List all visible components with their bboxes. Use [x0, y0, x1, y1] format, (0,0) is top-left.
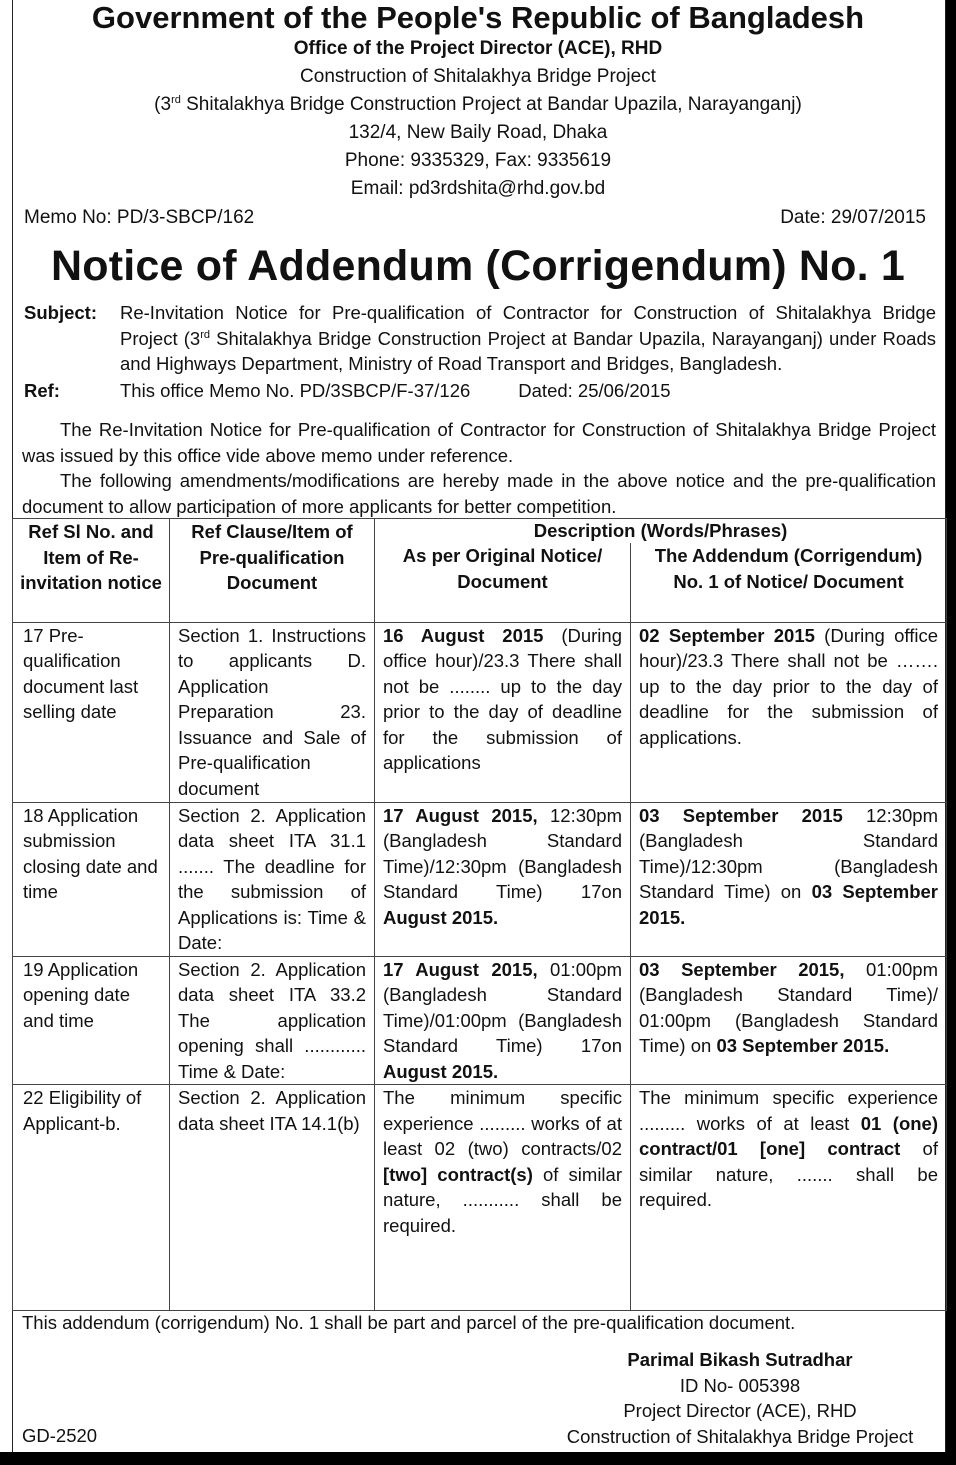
body-paragraph-2: The following amendments/modifications are hereby made in the above notice and the pre-qualification document to allow participation of more applicants for better competition. [22, 470, 936, 517]
footer-note: This addendum (corrigendum) No. 1 shall be part and parcel of the pre-qualification document. [22, 1312, 796, 1333]
row-clause: Section 2. Application data sheet ITA 14.1(b) [170, 1085, 375, 1311]
signatory-name: Parimal Bikash Sutradhar [627, 1349, 853, 1370]
office-address: 132/4, New Baily Road, Dhaka [348, 122, 608, 143]
amendment-table [12, 518, 947, 1311]
row-ref: 18 Application submission closing date and time [13, 802, 170, 956]
row-original: 17 August 2015, 12:30pm (Bangladesh Standard Time)/12:30pm (Bangladesh Standard Time) 17on August 2015. [375, 802, 631, 956]
row-ref: 17 Pre-qualification document last selling date [13, 622, 170, 802]
body-paragraph-1: The Re-Invitation Notice for Pre-qualification of Contractor for Construction of Shitalakhya Bridge Project was issued by this office vide above memo under reference. [22, 419, 936, 466]
signatory-id: ID No- 005398 [679, 1374, 801, 1396]
signatory-project: Construction of Shitalakhya Bridge Project [566, 1425, 914, 1447]
row-clause: Section 2. Application data sheet ITA 31.1 ....... The deadline for the submission of Applications is: Time & Date: [170, 802, 375, 956]
office-email: Email: pd3rdshita@rhd.gov.bd [350, 178, 606, 199]
notice-title: Notice of Addendum (Corrigendum) No. 1 [50, 242, 906, 290]
subproject-name: (3rd Shitalakhya Bridge Construction Project at Bandar Upazila, Narayanganj) [154, 94, 802, 115]
subject-block [24, 300, 936, 377]
memo-row [24, 205, 926, 231]
ref-memo: This office Memo No. PD/3SBCP/F-37/126 [120, 380, 471, 401]
header-addendum: The Addendum (Corrigendum) No. 1 of Notice/ Document [631, 543, 947, 622]
gd-number: GD-2520 [22, 1425, 98, 1446]
row-clause: Section 2. Application data sheet ITA 33.2 The application opening shall ............ Time & Date: [170, 956, 375, 1085]
scan-edge-bottom [0, 1452, 956, 1465]
ref-dated: Dated: 25/06/2015 [518, 380, 671, 401]
ref-text [120, 378, 936, 404]
project-name: Construction of Shitalakhya Bridge Project [300, 66, 656, 87]
office-phone: Phone: 9335329, Fax: 9335619 [344, 150, 612, 171]
row-original: The minimum specific experience ......... works of at least 02 (two) contracts/02 [two] contract(s) of similar nature, ........... shall be required. [375, 1085, 631, 1311]
signatory-designation: Project Director (ACE), RHD [623, 1400, 857, 1421]
header-original: As per Original Notice/ Document [375, 543, 631, 622]
letterhead [0, 0, 956, 203]
header-ref-clause: Ref Clause/Item of Pre-qualification Document [170, 519, 375, 623]
table-row [13, 1085, 947, 1311]
header-description: Description (Words/Phrases) [375, 519, 947, 544]
table-row [13, 622, 947, 802]
row-addendum: 02 September 2015 (During office hour)/23.3 There shall not be ……. up to the day prior to the day of deadline for the submission of applications. [631, 622, 947, 802]
row-clause: Section 1. Instructions to applicants D. Application Preparation 23. Issuance and Sale of Pre-qualification document [170, 622, 375, 802]
row-ref: 19 Application opening date and time [13, 956, 170, 1085]
table-row [13, 956, 947, 1085]
ref-label: Ref: [24, 380, 60, 401]
signature-block [560, 1347, 920, 1449]
row-original: 17 August 2015, 01:00pm (Bangladesh Standard Time)/01:00pm (Bangladesh Standard Time) 17on August 2015. [375, 956, 631, 1085]
table-row [13, 802, 947, 956]
header-ref-sl: Ref Sl No. and Item of Re-invitation notice [13, 519, 170, 623]
row-original: 16 August 2015 (During office hour)/23.3 There shall not be ........ up to the day prior to the day of deadline for the submission of applications [375, 622, 631, 802]
row-ref: 22 Eligibility of Applicant-b. [13, 1085, 170, 1311]
row-addendum: 03 September 2015 12:30pm (Bangladesh Standard Time)/12:30pm (Bangladesh Standard Time) on 03 September 2015. [631, 802, 947, 956]
ref-block [24, 378, 936, 404]
memo-date: Date: 29/07/2015 [780, 207, 926, 228]
office-name: Office of the Project Director (ACE), RHD [293, 38, 663, 59]
row-addendum: The minimum specific experience ......... works of at least 01 (one) contract/01 [one] contract of similar nature, ....... shall be required. [631, 1085, 947, 1311]
subject-text: Re-Invitation Notice for Pre-qualification of Contractor for Construction of Shitalakhya Bridge Project (3rd Shitalakhya Bridge Construction Project at Bandar Upazila, Narayanganj) under Roads and Highways Department, Ministry of Road Transport and Bridges, Bangladesh. [120, 302, 936, 374]
row-addendum: 03 September 2015, 01:00pm (Bangladesh Standard Time)/ 01:00pm (Bangladesh Standard Time) on 03 September 2015. [631, 956, 947, 1085]
memo-number: Memo No: PD/3-SBCP/162 [24, 207, 255, 228]
government-title: Government of the People's Republic of Bangladesh [91, 0, 865, 35]
scan-edge [946, 0, 956, 1465]
subject-label: Subject: [24, 302, 97, 323]
